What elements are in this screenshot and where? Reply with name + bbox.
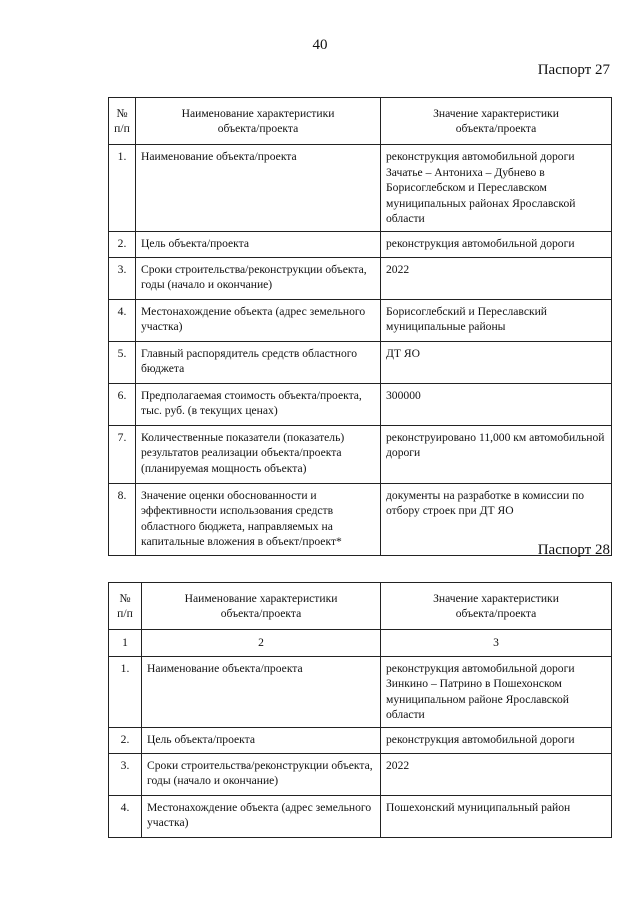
row-characteristic: Местонахождение объекта (адрес земельного участка) bbox=[142, 795, 381, 837]
row-characteristic: Предполагаемая стоимость объекта/проекта, тыс. руб. (в текущих ценах) bbox=[136, 383, 381, 425]
table-row bbox=[109, 727, 612, 753]
table-row bbox=[109, 257, 612, 299]
column-number: 1 bbox=[109, 630, 142, 657]
header-value: Значение характеристики объекта/проекта bbox=[381, 98, 612, 145]
header-characteristic: Наименование характеристики объекта/проекта bbox=[136, 98, 381, 145]
row-value: реконструировано 11,000 км автомобильной дороги bbox=[381, 425, 612, 483]
row-num: 4. bbox=[109, 299, 136, 341]
row-characteristic: Количественные показатели (показатель) результатов реализации объекта/проекта (планируемая мощность объекта) bbox=[136, 425, 381, 483]
row-value: 2022 bbox=[381, 753, 612, 795]
row-num: 1. bbox=[109, 656, 142, 727]
table-row bbox=[109, 425, 612, 483]
row-num: 2. bbox=[109, 231, 136, 257]
header-num: № п/п bbox=[109, 98, 136, 145]
column-number: 3 bbox=[381, 630, 612, 657]
row-characteristic: Сроки строительства/реконструкции объекта, годы (начало и окончание) bbox=[136, 257, 381, 299]
table-row bbox=[109, 341, 612, 383]
row-num: 5. bbox=[109, 341, 136, 383]
table-row bbox=[109, 753, 612, 795]
passport-27-table bbox=[108, 97, 612, 556]
header-value: Значение характеристики объекта/проекта bbox=[381, 583, 612, 630]
row-characteristic: Цель объекта/проекта bbox=[136, 231, 381, 257]
passport-28-title: Паспорт 28 bbox=[537, 542, 610, 558]
row-num: 4. bbox=[109, 795, 142, 837]
row-characteristic: Цель объекта/проекта bbox=[142, 727, 381, 753]
row-value: Борисоглебский и Переславский муниципальные районы bbox=[381, 299, 612, 341]
row-characteristic: Местонахождение объекта (адрес земельного участка) bbox=[136, 299, 381, 341]
row-characteristic: Значение оценки обоснованности и эффективности использования средств областного бюджета, направляемых на капитальные вложения в объект/проект* bbox=[136, 483, 381, 555]
table-row bbox=[109, 656, 612, 727]
row-value: реконструкция автомобильной дороги bbox=[381, 231, 612, 257]
header-num: № п/п bbox=[109, 583, 142, 630]
table-row bbox=[109, 483, 612, 555]
row-value: реконструкция автомобильной дороги Зинкино – Патрино в Пошехонском муниципальном районе Ярославской области bbox=[381, 656, 612, 727]
row-value: 300000 bbox=[381, 383, 612, 425]
table-row bbox=[109, 299, 612, 341]
row-value: 2022 bbox=[381, 257, 612, 299]
passport-27-title: Паспорт 27 bbox=[537, 62, 610, 78]
row-value: реконструкция автомобильной дороги Зачатье – Антониха – Дубнево в Борисоглебском и Переславском муниципальных районах Ярославской области bbox=[381, 145, 612, 232]
row-num: 3. bbox=[109, 257, 136, 299]
column-number-row bbox=[109, 630, 612, 657]
row-characteristic: Сроки строительства/реконструкции объекта, годы (начало и окончание) bbox=[142, 753, 381, 795]
row-num: 1. bbox=[109, 145, 136, 232]
row-value: документы на разработке в комиссии по отбору строек при ДТ ЯО bbox=[381, 483, 612, 555]
row-num: 3. bbox=[109, 753, 142, 795]
table-header-row bbox=[109, 98, 612, 145]
header-characteristic: Наименование характеристики объекта/проекта bbox=[142, 583, 381, 630]
table-row bbox=[109, 795, 612, 837]
passport-28-table bbox=[108, 582, 612, 838]
table-row bbox=[109, 145, 612, 232]
row-value: реконструкция автомобильной дороги bbox=[381, 727, 612, 753]
table-row bbox=[109, 231, 612, 257]
page-number: 40 bbox=[312, 37, 328, 53]
table-row bbox=[109, 383, 612, 425]
row-value: ДТ ЯО bbox=[381, 341, 612, 383]
row-num: 8. bbox=[109, 483, 136, 555]
row-characteristic: Наименование объекта/проекта bbox=[142, 656, 381, 727]
row-num: 7. bbox=[109, 425, 136, 483]
row-num: 6. bbox=[109, 383, 136, 425]
row-value: Пошехонский муниципальный район bbox=[381, 795, 612, 837]
row-characteristic: Наименование объекта/проекта bbox=[136, 145, 381, 232]
row-characteristic: Главный распорядитель средств областного бюджета bbox=[136, 341, 381, 383]
table-header-row bbox=[109, 583, 612, 630]
row-num: 2. bbox=[109, 727, 142, 753]
column-number: 2 bbox=[142, 630, 381, 657]
